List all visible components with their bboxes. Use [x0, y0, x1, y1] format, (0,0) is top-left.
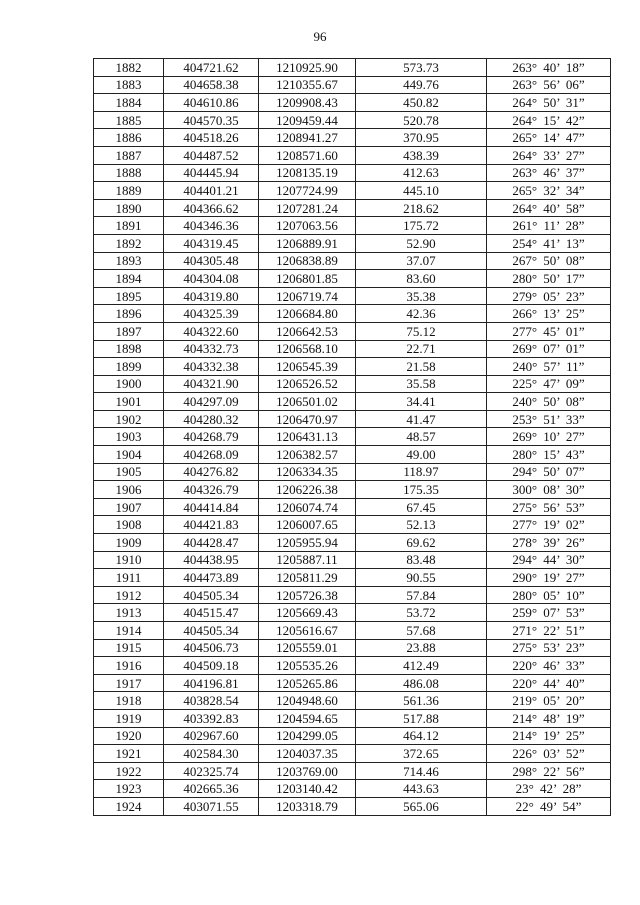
distance-cell: 23.88: [356, 639, 487, 657]
distance-cell: 83.48: [356, 551, 487, 569]
table-row: [94, 428, 611, 446]
point-number-cell: 1893: [94, 252, 164, 270]
y-coordinate-cell: 1209459.44: [259, 111, 356, 129]
azimuth-cell: 294° 50’ 07”: [487, 463, 611, 481]
y-coordinate-cell: 1206470.97: [259, 410, 356, 428]
y-coordinate-cell: 1205955.94: [259, 534, 356, 552]
point-number-cell: 1883: [94, 76, 164, 94]
point-number-cell: 1898: [94, 340, 164, 358]
table-row: [94, 586, 611, 604]
point-number-cell: 1923: [94, 780, 164, 798]
x-coordinate-cell: 404505.34: [164, 622, 259, 640]
azimuth-cell: 271° 22’ 51”: [487, 622, 611, 640]
azimuth-cell: 269° 07’ 01”: [487, 340, 611, 358]
point-number-cell: 1901: [94, 393, 164, 411]
point-number-cell: 1900: [94, 375, 164, 393]
point-number-cell: 1918: [94, 692, 164, 710]
azimuth-cell: 253° 51’ 33”: [487, 410, 611, 428]
table-row: [94, 692, 611, 710]
point-number-cell: 1895: [94, 287, 164, 305]
distance-cell: 443.63: [356, 780, 487, 798]
point-number-cell: 1916: [94, 657, 164, 675]
y-coordinate-cell: 1206334.35: [259, 463, 356, 481]
point-number-cell: 1921: [94, 745, 164, 763]
distance-cell: 67.45: [356, 498, 487, 516]
table-row: [94, 270, 611, 288]
x-coordinate-cell: 403828.54: [164, 692, 259, 710]
x-coordinate-cell: 402325.74: [164, 762, 259, 780]
table-row: [94, 727, 611, 745]
azimuth-cell: 280° 50’ 17”: [487, 270, 611, 288]
azimuth-cell: 294° 44’ 30”: [487, 551, 611, 569]
point-number-cell: 1919: [94, 709, 164, 727]
distance-cell: 35.38: [356, 287, 487, 305]
y-coordinate-cell: 1209908.43: [259, 94, 356, 112]
azimuth-cell: 279° 05’ 23”: [487, 287, 611, 305]
table-row: [94, 287, 611, 305]
distance-cell: 449.76: [356, 76, 487, 94]
point-number-cell: 1882: [94, 59, 164, 77]
y-coordinate-cell: 1206007.65: [259, 516, 356, 534]
azimuth-cell: 300° 08’ 30”: [487, 481, 611, 499]
table-row: [94, 745, 611, 763]
azimuth-cell: 22° 49’ 54”: [487, 797, 611, 815]
x-coordinate-cell: 404346.36: [164, 217, 259, 235]
y-coordinate-cell: 1203769.00: [259, 762, 356, 780]
table-row: [94, 252, 611, 270]
point-number-cell: 1917: [94, 674, 164, 692]
table-row: [94, 516, 611, 534]
azimuth-cell: 264° 33’ 27”: [487, 146, 611, 164]
y-coordinate-cell: 1206642.53: [259, 322, 356, 340]
x-coordinate-cell: 404332.73: [164, 340, 259, 358]
x-coordinate-cell: 404473.89: [164, 569, 259, 587]
point-number-cell: 1904: [94, 446, 164, 464]
distance-cell: 520.78: [356, 111, 487, 129]
point-number-cell: 1887: [94, 146, 164, 164]
x-coordinate-cell: 404325.39: [164, 305, 259, 323]
azimuth-cell: 240° 57’ 11”: [487, 358, 611, 376]
table-row: [94, 674, 611, 692]
table-row: [94, 94, 611, 112]
azimuth-cell: 264° 40’ 58”: [487, 199, 611, 217]
point-number-cell: 1915: [94, 639, 164, 657]
y-coordinate-cell: 1206382.57: [259, 446, 356, 464]
distance-cell: 83.60: [356, 270, 487, 288]
y-coordinate-cell: 1204299.05: [259, 727, 356, 745]
y-coordinate-cell: 1205535.26: [259, 657, 356, 675]
table-row: [94, 164, 611, 182]
y-coordinate-cell: 1205265.86: [259, 674, 356, 692]
y-coordinate-cell: 1210355.67: [259, 76, 356, 94]
azimuth-cell: 220° 44’ 40”: [487, 674, 611, 692]
azimuth-cell: 269° 10’ 27”: [487, 428, 611, 446]
distance-cell: 42.36: [356, 305, 487, 323]
x-coordinate-cell: 404366.62: [164, 199, 259, 217]
x-coordinate-cell: 404428.47: [164, 534, 259, 552]
azimuth-cell: 225° 47’ 09”: [487, 375, 611, 393]
point-number-cell: 1897: [94, 322, 164, 340]
point-number-cell: 1913: [94, 604, 164, 622]
distance-cell: 75.12: [356, 322, 487, 340]
distance-cell: 57.84: [356, 586, 487, 604]
point-number-cell: 1914: [94, 622, 164, 640]
table-row: [94, 797, 611, 815]
x-coordinate-cell: 404509.18: [164, 657, 259, 675]
distance-cell: 118.97: [356, 463, 487, 481]
y-coordinate-cell: 1210925.90: [259, 59, 356, 77]
x-coordinate-cell: 404332.38: [164, 358, 259, 376]
x-coordinate-cell: 404196.81: [164, 674, 259, 692]
point-number-cell: 1920: [94, 727, 164, 745]
point-number-cell: 1891: [94, 217, 164, 235]
table-row: [94, 780, 611, 798]
azimuth-cell: 263° 56’ 06”: [487, 76, 611, 94]
azimuth-cell: 277° 19’ 02”: [487, 516, 611, 534]
page-number: 96: [313, 29, 327, 44]
distance-cell: 412.49: [356, 657, 487, 675]
x-coordinate-cell: 404268.09: [164, 446, 259, 464]
table-row: [94, 340, 611, 358]
y-coordinate-cell: 1207724.99: [259, 182, 356, 200]
x-coordinate-cell: 404487.52: [164, 146, 259, 164]
x-coordinate-cell: 404445.94: [164, 164, 259, 182]
y-coordinate-cell: 1204037.35: [259, 745, 356, 763]
distance-cell: 565.06: [356, 797, 487, 815]
y-coordinate-cell: 1204594.65: [259, 709, 356, 727]
table-row: [94, 551, 611, 569]
y-coordinate-cell: 1207281.24: [259, 199, 356, 217]
point-number-cell: 1906: [94, 481, 164, 499]
table-row: [94, 604, 611, 622]
table-row: [94, 762, 611, 780]
azimuth-cell: 266° 13’ 25”: [487, 305, 611, 323]
y-coordinate-cell: 1207063.56: [259, 217, 356, 235]
point-number-cell: 1912: [94, 586, 164, 604]
distance-cell: 49.00: [356, 446, 487, 464]
azimuth-cell: 265° 14’ 47”: [487, 129, 611, 147]
x-coordinate-cell: 404319.45: [164, 234, 259, 252]
table-row: [94, 129, 611, 147]
distance-cell: 175.72: [356, 217, 487, 235]
y-coordinate-cell: 1205559.01: [259, 639, 356, 657]
point-number-cell: 1907: [94, 498, 164, 516]
table-row: [94, 182, 611, 200]
point-number-cell: 1902: [94, 410, 164, 428]
azimuth-cell: 263° 40’ 18”: [487, 59, 611, 77]
table-row: [94, 358, 611, 376]
y-coordinate-cell: 1205811.29: [259, 569, 356, 587]
distance-cell: 22.71: [356, 340, 487, 358]
y-coordinate-cell: 1206889.91: [259, 234, 356, 252]
point-number-cell: 1911: [94, 569, 164, 587]
distance-cell: 52.13: [356, 516, 487, 534]
azimuth-cell: 264° 15’ 42”: [487, 111, 611, 129]
distance-cell: 714.46: [356, 762, 487, 780]
azimuth-cell: 264° 50’ 31”: [487, 94, 611, 112]
point-number-cell: 1909: [94, 534, 164, 552]
distance-cell: 464.12: [356, 727, 487, 745]
azimuth-cell: 265° 32’ 34”: [487, 182, 611, 200]
y-coordinate-cell: 1208941.27: [259, 129, 356, 147]
y-coordinate-cell: 1206074.74: [259, 498, 356, 516]
distance-cell: 48.57: [356, 428, 487, 446]
y-coordinate-cell: 1206226.38: [259, 481, 356, 499]
azimuth-cell: 219° 05’ 20”: [487, 692, 611, 710]
y-coordinate-cell: 1205726.38: [259, 586, 356, 604]
table-row: [94, 234, 611, 252]
distance-cell: 175.35: [356, 481, 487, 499]
table-row: [94, 199, 611, 217]
table-row: [94, 410, 611, 428]
distance-cell: 69.62: [356, 534, 487, 552]
distance-cell: 561.36: [356, 692, 487, 710]
azimuth-cell: 23° 42’ 28”: [487, 780, 611, 798]
distance-cell: 438.39: [356, 146, 487, 164]
x-coordinate-cell: 404268.79: [164, 428, 259, 446]
x-coordinate-cell: 404610.86: [164, 94, 259, 112]
x-coordinate-cell: 404297.09: [164, 393, 259, 411]
table-body: [94, 59, 611, 816]
x-coordinate-cell: 404570.35: [164, 111, 259, 129]
distance-cell: 517.88: [356, 709, 487, 727]
distance-cell: 52.90: [356, 234, 487, 252]
distance-cell: 370.95: [356, 129, 487, 147]
x-coordinate-cell: 404505.34: [164, 586, 259, 604]
y-coordinate-cell: 1208135.19: [259, 164, 356, 182]
point-number-cell: 1908: [94, 516, 164, 534]
y-coordinate-cell: 1206838.89: [259, 252, 356, 270]
x-coordinate-cell: 404414.84: [164, 498, 259, 516]
table-row: [94, 322, 611, 340]
point-number-cell: 1905: [94, 463, 164, 481]
y-coordinate-cell: 1206545.39: [259, 358, 356, 376]
distance-cell: 37.07: [356, 252, 487, 270]
point-number-cell: 1896: [94, 305, 164, 323]
y-coordinate-cell: 1203318.79: [259, 797, 356, 815]
azimuth-cell: 263° 46’ 37”: [487, 164, 611, 182]
point-number-cell: 1892: [94, 234, 164, 252]
point-number-cell: 1884: [94, 94, 164, 112]
y-coordinate-cell: 1206801.85: [259, 270, 356, 288]
distance-cell: 445.10: [356, 182, 487, 200]
azimuth-cell: 298° 22’ 56”: [487, 762, 611, 780]
x-coordinate-cell: 404421.83: [164, 516, 259, 534]
distance-cell: 372.65: [356, 745, 487, 763]
x-coordinate-cell: 404276.82: [164, 463, 259, 481]
azimuth-cell: 280° 15’ 43”: [487, 446, 611, 464]
y-coordinate-cell: 1206526.52: [259, 375, 356, 393]
x-coordinate-cell: 404515.47: [164, 604, 259, 622]
distance-cell: 53.72: [356, 604, 487, 622]
azimuth-cell: 226° 03’ 52”: [487, 745, 611, 763]
table-row: [94, 534, 611, 552]
x-coordinate-cell: 402665.36: [164, 780, 259, 798]
x-coordinate-cell: 404326.79: [164, 481, 259, 499]
table-row: [94, 463, 611, 481]
x-coordinate-cell: 404721.62: [164, 59, 259, 77]
table-row: [94, 481, 611, 499]
table-row: [94, 59, 611, 77]
azimuth-cell: 240° 50’ 08”: [487, 393, 611, 411]
azimuth-cell: 214° 48’ 19”: [487, 709, 611, 727]
point-number-cell: 1899: [94, 358, 164, 376]
distance-cell: 35.58: [356, 375, 487, 393]
x-coordinate-cell: 402584.30: [164, 745, 259, 763]
distance-cell: 573.73: [356, 59, 487, 77]
azimuth-cell: 220° 46’ 33”: [487, 657, 611, 675]
table-row: [94, 393, 611, 411]
y-coordinate-cell: 1203140.42: [259, 780, 356, 798]
x-coordinate-cell: 404401.21: [164, 182, 259, 200]
table-row: [94, 622, 611, 640]
azimuth-cell: 277° 45’ 01”: [487, 322, 611, 340]
x-coordinate-cell: 404319.80: [164, 287, 259, 305]
y-coordinate-cell: 1206501.02: [259, 393, 356, 411]
distance-cell: 486.08: [356, 674, 487, 692]
table-row: [94, 569, 611, 587]
table-row: [94, 305, 611, 323]
point-number-cell: 1924: [94, 797, 164, 815]
point-number-cell: 1889: [94, 182, 164, 200]
y-coordinate-cell: 1206719.74: [259, 287, 356, 305]
distance-cell: 218.62: [356, 199, 487, 217]
point-number-cell: 1890: [94, 199, 164, 217]
x-coordinate-cell: 404322.60: [164, 322, 259, 340]
table-row: [94, 639, 611, 657]
distance-cell: 412.63: [356, 164, 487, 182]
coordinates-table: [93, 58, 611, 816]
azimuth-cell: 254° 41’ 13”: [487, 234, 611, 252]
y-coordinate-cell: 1204948.60: [259, 692, 356, 710]
table-row: [94, 498, 611, 516]
azimuth-cell: 261° 11’ 28”: [487, 217, 611, 235]
point-number-cell: 1888: [94, 164, 164, 182]
x-coordinate-cell: 404305.48: [164, 252, 259, 270]
x-coordinate-cell: 404658.38: [164, 76, 259, 94]
table-row: [94, 217, 611, 235]
table-row: [94, 76, 611, 94]
x-coordinate-cell: 404304.08: [164, 270, 259, 288]
azimuth-cell: 267° 50’ 08”: [487, 252, 611, 270]
point-number-cell: 1894: [94, 270, 164, 288]
table-row: [94, 111, 611, 129]
y-coordinate-cell: 1205616.67: [259, 622, 356, 640]
x-coordinate-cell: 404280.32: [164, 410, 259, 428]
x-coordinate-cell: 404518.26: [164, 129, 259, 147]
table-row: [94, 709, 611, 727]
y-coordinate-cell: 1208571.60: [259, 146, 356, 164]
point-number-cell: 1903: [94, 428, 164, 446]
point-number-cell: 1886: [94, 129, 164, 147]
y-coordinate-cell: 1206431.13: [259, 428, 356, 446]
azimuth-cell: 278° 39’ 26”: [487, 534, 611, 552]
azimuth-cell: 290° 19’ 27”: [487, 569, 611, 587]
point-number-cell: 1885: [94, 111, 164, 129]
azimuth-cell: 259° 07’ 53”: [487, 604, 611, 622]
x-coordinate-cell: 404438.95: [164, 551, 259, 569]
azimuth-cell: 275° 53’ 23”: [487, 639, 611, 657]
azimuth-cell: 214° 19’ 25”: [487, 727, 611, 745]
table-row: [94, 657, 611, 675]
y-coordinate-cell: 1206684.80: [259, 305, 356, 323]
x-coordinate-cell: 403392.83: [164, 709, 259, 727]
y-coordinate-cell: 1206568.10: [259, 340, 356, 358]
table-row: [94, 146, 611, 164]
distance-cell: 21.58: [356, 358, 487, 376]
y-coordinate-cell: 1205887.11: [259, 551, 356, 569]
distance-cell: 450.82: [356, 94, 487, 112]
point-number-cell: 1922: [94, 762, 164, 780]
x-coordinate-cell: 404506.73: [164, 639, 259, 657]
azimuth-cell: 275° 56’ 53”: [487, 498, 611, 516]
x-coordinate-cell: 402967.60: [164, 727, 259, 745]
y-coordinate-cell: 1205669.43: [259, 604, 356, 622]
x-coordinate-cell: 403071.55: [164, 797, 259, 815]
distance-cell: 41.47: [356, 410, 487, 428]
distance-cell: 57.68: [356, 622, 487, 640]
distance-cell: 90.55: [356, 569, 487, 587]
distance-cell: 34.41: [356, 393, 487, 411]
x-coordinate-cell: 404321.90: [164, 375, 259, 393]
azimuth-cell: 280° 05’ 10”: [487, 586, 611, 604]
table-row: [94, 375, 611, 393]
point-number-cell: 1910: [94, 551, 164, 569]
table-row: [94, 446, 611, 464]
